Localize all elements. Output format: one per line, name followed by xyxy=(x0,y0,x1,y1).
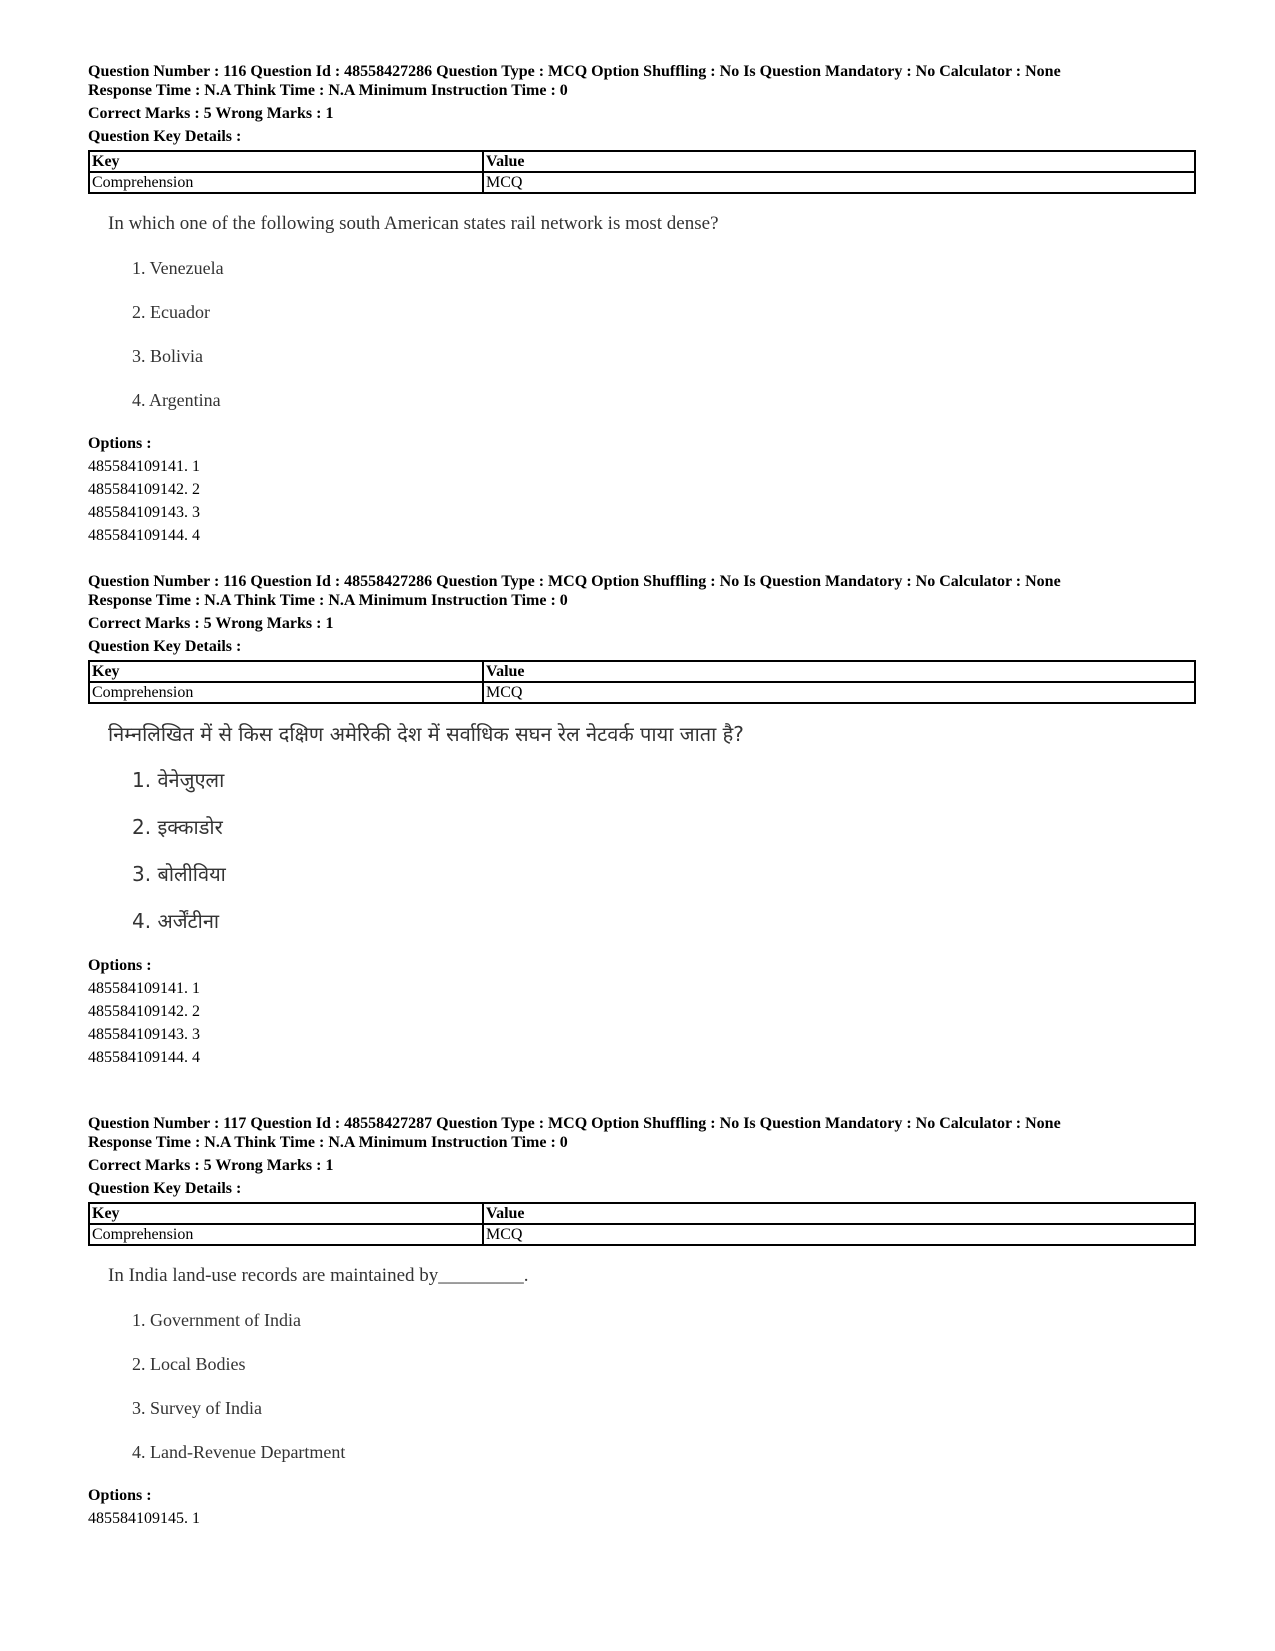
choice-item: 4. Argentina xyxy=(132,390,221,410)
options-label: Options : xyxy=(88,957,152,974)
table-header-row xyxy=(89,1203,1195,1224)
option-id: 485584109142. 2 xyxy=(88,1003,200,1020)
key-details-label: Question Key Details : xyxy=(88,638,242,655)
key-header-cell: Key xyxy=(89,1203,483,1224)
question-meta xyxy=(88,62,1198,123)
key-details-table xyxy=(88,660,1196,704)
choice-item: 3. Survey of India xyxy=(132,1398,262,1418)
marks-line: Correct Marks : 5 Wrong Marks : 1 xyxy=(88,1157,334,1174)
value-header-cell: Value xyxy=(483,151,1195,172)
option-id: 485584109143. 3 xyxy=(88,504,200,521)
key-cell: Comprehension xyxy=(89,1224,483,1245)
table-row xyxy=(89,172,1195,193)
option-id: 485584109142. 2 xyxy=(88,481,200,498)
table-header-row xyxy=(89,661,1195,682)
timing-line: Response Time : N.A Think Time : N.A Minimum Instruction Time : 0 xyxy=(88,1134,568,1151)
choice-list xyxy=(132,256,1198,412)
question-block xyxy=(88,62,1198,545)
choice-item: 1. Venezuela xyxy=(132,258,224,278)
timing-line: Response Time : N.A Think Time : N.A Minimum Instruction Time : 0 xyxy=(88,82,568,99)
choice-item: 3. Bolivia xyxy=(132,346,203,366)
key-cell: Comprehension xyxy=(89,172,483,193)
options-list xyxy=(88,457,1198,545)
option-id: 485584109144. 4 xyxy=(88,1049,200,1066)
options-label: Options : xyxy=(88,1487,152,1504)
value-cell: MCQ xyxy=(483,1224,1195,1245)
question-meta xyxy=(88,1114,1198,1175)
options-list xyxy=(88,1509,1198,1528)
timing-line: Response Time : N.A Think Time : N.A Minimum Instruction Time : 0 xyxy=(88,592,568,609)
choice-item: 2. इक्काडोर xyxy=(132,815,223,839)
options-list xyxy=(88,979,1198,1067)
option-id: 485584109141. 1 xyxy=(88,980,200,997)
choice-item: 4. अर्जेंटीना xyxy=(132,909,220,933)
table-row xyxy=(89,1224,1195,1245)
value-cell: MCQ xyxy=(483,682,1195,703)
value-header-cell: Value xyxy=(483,1203,1195,1224)
choice-item: 3. बोलीविया xyxy=(132,862,226,886)
key-details-table xyxy=(88,1202,1196,1246)
key-header-cell: Key xyxy=(89,151,483,172)
table-header-row xyxy=(89,151,1195,172)
value-cell: MCQ xyxy=(483,172,1195,193)
options-label: Options : xyxy=(88,435,152,452)
question-stem: निम्नलिखित में से किस दक्षिण अमेरिकी देश में सर्वाधिक सघन रेल नेटवर्क पाया जाता है? xyxy=(108,722,744,746)
choice-item: 1. Government of India xyxy=(132,1310,301,1330)
question-meta xyxy=(88,572,1198,633)
choice-list xyxy=(132,767,1198,934)
question-header-line: Question Number : 116 Question Id : 48558427286 Question Type : MCQ Option Shuffling : No Is Question Mandatory : No Calculator : None xyxy=(88,573,1061,590)
choice-item: 2. Local Bodies xyxy=(132,1354,246,1374)
option-id: 485584109144. 4 xyxy=(88,527,200,544)
key-header-cell: Key xyxy=(89,661,483,682)
key-details-table xyxy=(88,150,1196,194)
choice-item: 4. Land-Revenue Department xyxy=(132,1442,346,1462)
key-details-label: Question Key Details : xyxy=(88,1180,242,1197)
value-header-cell: Value xyxy=(483,661,1195,682)
choice-item: 1. वेनेजुएला xyxy=(132,768,225,792)
choice-item: 2. Ecuador xyxy=(132,302,210,322)
question-stem: In India land-use records are maintained by_________. xyxy=(108,1265,529,1286)
question-header-line: Question Number : 117 Question Id : 48558427287 Question Type : MCQ Option Shuffling : No Is Question Mandatory : No Calculator : None xyxy=(88,1115,1061,1132)
question-block xyxy=(88,572,1198,1067)
option-id: 485584109145. 1 xyxy=(88,1510,200,1527)
question-stem: In which one of the following south American states rail network is most dense? xyxy=(108,213,719,234)
question-block xyxy=(88,1114,1198,1528)
option-id: 485584109141. 1 xyxy=(88,458,200,475)
choice-list xyxy=(132,1308,1198,1464)
key-details-label: Question Key Details : xyxy=(88,128,242,145)
table-row xyxy=(89,682,1195,703)
option-id: 485584109143. 3 xyxy=(88,1026,200,1043)
marks-line: Correct Marks : 5 Wrong Marks : 1 xyxy=(88,105,334,122)
question-header-line: Question Number : 116 Question Id : 48558427286 Question Type : MCQ Option Shuffling : No Is Question Mandatory : No Calculator : None xyxy=(88,63,1061,80)
marks-line: Correct Marks : 5 Wrong Marks : 1 xyxy=(88,615,334,632)
key-cell: Comprehension xyxy=(89,682,483,703)
